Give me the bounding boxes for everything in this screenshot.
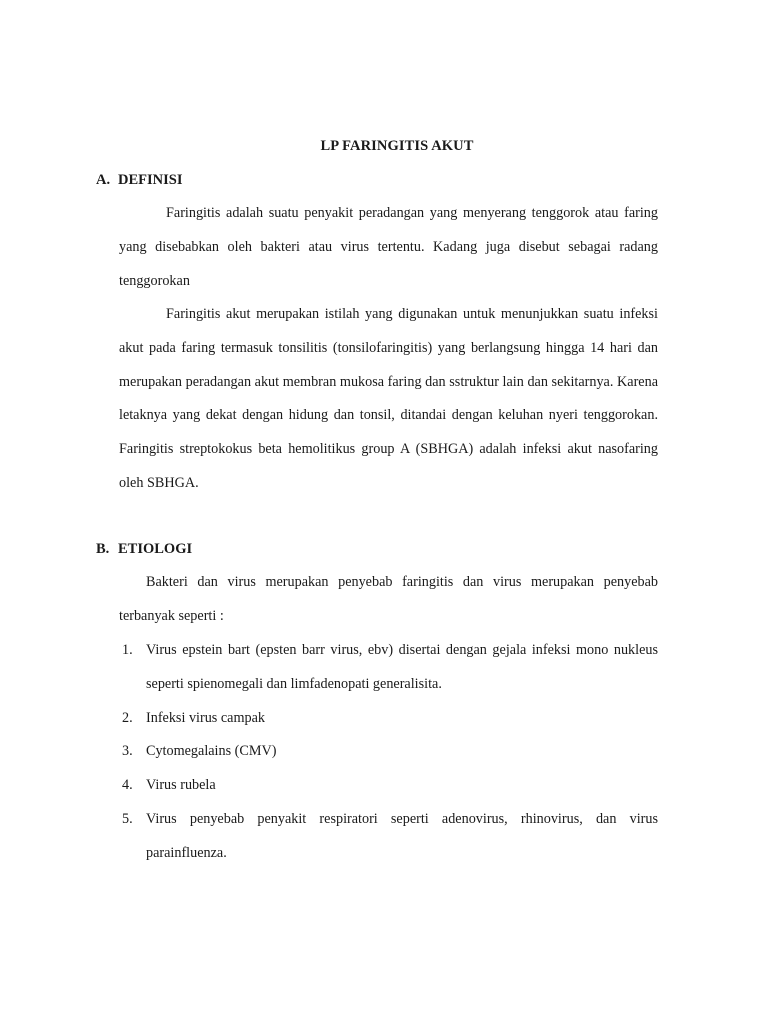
etiology-intro: Bakteri dan virus merupakan penyebab faringitis dan virus merupakan penyebab terbanyak seperti : (119, 574, 658, 624)
list-item-number: 5. (122, 810, 133, 827)
list-item-text: Virus epstein bart (epsten barr virus, ebv) disertai dengan gejala infeksi mono nukleus seperti spienomegali dan limfadenopati generalisita. (146, 642, 658, 692)
list-item (122, 769, 658, 803)
list-item (122, 735, 658, 769)
list-item-text: Cytomegalains (CMV) (146, 743, 277, 760)
list-item-text: Virus rubela (146, 777, 216, 794)
list-item (122, 803, 658, 871)
list-item-text: Virus penyebab penyakit respiratori seperti adenovirus, rhinovirus, dan virus parainfluenza. (146, 810, 658, 861)
section-a-title: DEFINISI (118, 172, 183, 188)
document-title: LP FARINGITIS AKUT (320, 138, 474, 154)
section-a-heading (96, 172, 182, 189)
section-b-letter: B. (96, 541, 110, 557)
section-b-heading (96, 541, 192, 558)
list-item (122, 702, 658, 736)
definition-paragraph-1: Faringitis adalah suatu penyakit peradangan yang menyerang tenggorok atau faring yang disebabkan oleh bakteri atau virus tertentu. Kadang juga disebut sebagai radang tenggorokan (119, 205, 658, 289)
section-b-title: ETIOLOGI (118, 541, 193, 557)
section-a-letter: A. (96, 172, 111, 188)
etiology-list (122, 634, 658, 871)
list-item (122, 634, 658, 702)
list-item-text: Infeksi virus campak (146, 709, 265, 726)
list-item-number: 1. (122, 642, 133, 658)
list-item-number: 3. (122, 743, 133, 760)
definition-paragraph-2: Faringitis akut merupakan istilah yang digunakan untuk menunjukkan suatu infeksi akut pada faring termasuk tonsilitis (tonsilofaringitis) yang berlangsung hingga 14 hari dan merupakan peradangan akut membran mukosa faring dan sstruktur lain dan sekitarnya. Karena letaknya yang dekat dengan hidung dan tonsil, ditandai dengan keluhan nyeri tenggorokan. Faringitis streptokokus beta hemolitikus group A (SBHGA) adalah infeksi akut nasofaring oleh SBHGA. (119, 306, 658, 491)
list-item-number: 4. (122, 777, 133, 794)
list-item-number: 2. (122, 709, 133, 726)
